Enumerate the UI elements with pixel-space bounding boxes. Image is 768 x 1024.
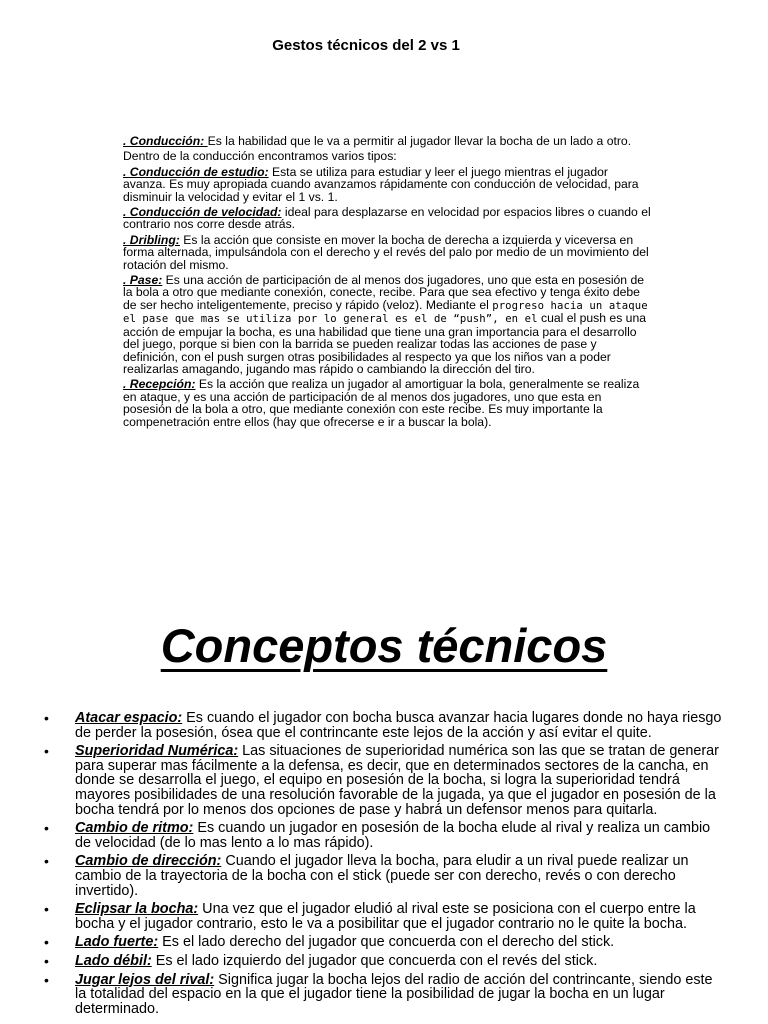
- list-item: [44, 935, 724, 950]
- list-item: [44, 711, 724, 740]
- bullet: •: [44, 934, 49, 951]
- bullet: •: [44, 901, 49, 918]
- text-pase-1: Es una acción de participación de al menos dos jugadores, uno que esta en posesión de la bola a otro que mediante conexión, conecte, recibe. Para que sea efectivo y tenga éxito debe de ser hecho inteligentemente, preciso y rápido (veloz). Mediante el: [123, 273, 645, 312]
- concept-text: Las situaciones de superioridad numérica son las que se tratan de generar para superar mas fácilmente a la defensa, es decir, que en determinados sectores de la cancha, en donde se desarrolla el juego, el equipo en posesión de la bocha, si logra la superioridad tendrá mayores posibilidades de una resolución favorable de la jugada, ya que el jugador en posesión de la bocha tendrá por lo menos dos opciones de pase y habrá un defensor menos para quitarla.: [75, 743, 719, 818]
- bullet: •: [44, 853, 49, 870]
- term-pase: . Pase:: [123, 273, 163, 288]
- paragraph-conduccion: [123, 135, 653, 147]
- list-item: [44, 854, 724, 898]
- bullet: •: [44, 710, 49, 726]
- concept-term: Cambio de dirección:: [75, 853, 222, 870]
- paragraph-dribling: [123, 234, 653, 271]
- bullet: •: [44, 952, 49, 969]
- concept-text: Es el lado derecho del jugador que concuerda con el derecho del stick.: [158, 934, 615, 951]
- paragraph-intro: Dentro de la conducción encontramos varios tipos:: [123, 149, 397, 164]
- term-velocidad: . Conducción de velocidad:: [123, 205, 282, 220]
- text-conduccion: Es la habilidad que le va a permitir al jugador llevar la bocha de un lado a otro.: [207, 134, 632, 148]
- bullet: •: [44, 820, 49, 837]
- concept-term: Eclipsar la bocha:: [75, 901, 199, 918]
- term-estudio: . Conducción de estudio:: [123, 164, 269, 179]
- gestures-section: [123, 135, 653, 431]
- list-item: [44, 902, 724, 931]
- concept-text: Es el lado izquierdo del jugador que concuerda con el revés del stick.: [151, 952, 598, 969]
- concept-text: Una vez que el jugador eludió al rival este se posiciona con el cuerpo entre la bocha y el jugador contrario, esto le va a posibilitar que el jugador contrario no le quite la bocha.: [75, 901, 696, 932]
- term-dribling: . Dribling:: [123, 232, 180, 247]
- concept-term: Lado débil:: [75, 952, 152, 969]
- term-conduccion: . Conducción:: [123, 134, 208, 148]
- paragraph-recepcion: [123, 378, 653, 428]
- text-pase-2: cual el push es una acción de empujar la bocha, es una habilidad que tiene una gran importancia para el desarrollo del juego, porque si bien con la barrida se pueden realizar todas las acciones de pase y definición, con el push surgen otras posibilidades al respecto ya que los niños van a poder realizarlas amagando, jugando mas rápido o cambiando la dirección del tiro.: [123, 311, 647, 376]
- text-recepcion: Es la acción que realiza un jugador al amortiguar la bola, generalmente se realiza en ataque, y es una acción de participación de al menos dos jugadores, uno que esta en posesión de la bola a otro, que mediante conexión con este recibe. Es muy importante la compenetración entre ellos (hay que ofrecerse e ir a buscar la bola).: [123, 377, 640, 429]
- concept-term: Lado fuerte:: [75, 934, 159, 951]
- list-item: [44, 973, 724, 1017]
- text-estudio: Esta se utiliza para estudiar y leer el juego mientras el jugador avanza. Es muy apropiada cuando avanzamos rápidamente con conducción de velocidad, para disminuir la velocidad y evitar el 1 vs. 1.: [123, 164, 639, 204]
- concept-term: Superioridad Numérica:: [75, 743, 239, 760]
- document-title: Gestos técnicos del 2 vs 1: [272, 37, 460, 54]
- concepts-list: [44, 711, 724, 1020]
- bullet: •: [44, 743, 49, 760]
- concept-text: Es cuando el jugador con bocha busca avanzar hacia lugares donde no haya riesgo de perder la posesión, ósea que el contrincante este lejos de la acción y así evitar el quite.: [75, 710, 722, 741]
- bullet: •: [44, 971, 49, 988]
- concept-text: Es cuando un jugador en posesión de la bocha elude al rival y realiza un cambio de velocidad (de lo mas lento a lo mas rápido).: [75, 820, 711, 851]
- paragraph-pase: [123, 274, 653, 375]
- concept-term: Cambio de ritmo:: [75, 820, 194, 837]
- list-item: [44, 821, 724, 850]
- term-recepcion: . Recepción:: [123, 377, 196, 392]
- concept-term: Atacar espacio:: [75, 710, 183, 726]
- concept-term: Jugar lejos del rival:: [75, 971, 215, 988]
- text-dribling: Es la acción que consiste en mover la bocha de derecha a izquierda y viceversa en forma alternada, impulsándola con el derecho y el revés del palo por medio de un movimiento del rotación del mismo.: [123, 232, 649, 272]
- concept-text: Cuando el jugador lleva la bocha, para eludir a un rival puede realizar un cambio de la trayectoria de la bocha con el stick (puede ser con derecho, revés o con derecho invertido).: [75, 853, 689, 899]
- paragraph-estudio: [123, 166, 653, 203]
- concept-text: Significa jugar la bocha lejos del radio de acción del contrincante, siendo este la totalidad del espacio en la que el jugador tiene la posibilidad de jugar la bocha en un lugar determinado.: [75, 971, 713, 1017]
- paragraph-velocidad: [123, 206, 653, 231]
- text-pase-mono: progreso hacia un ataque el pase que mas se utiliza por lo general es el de “push”, en el: [123, 299, 648, 326]
- list-item: [44, 954, 724, 969]
- list-item: [44, 744, 724, 817]
- text-velocidad: ideal para desplazarse en velocidad por espacios libres o cuando el contrario nos corre desde atrás.: [123, 205, 651, 232]
- concepts-heading: Conceptos técnicos: [160, 619, 608, 672]
